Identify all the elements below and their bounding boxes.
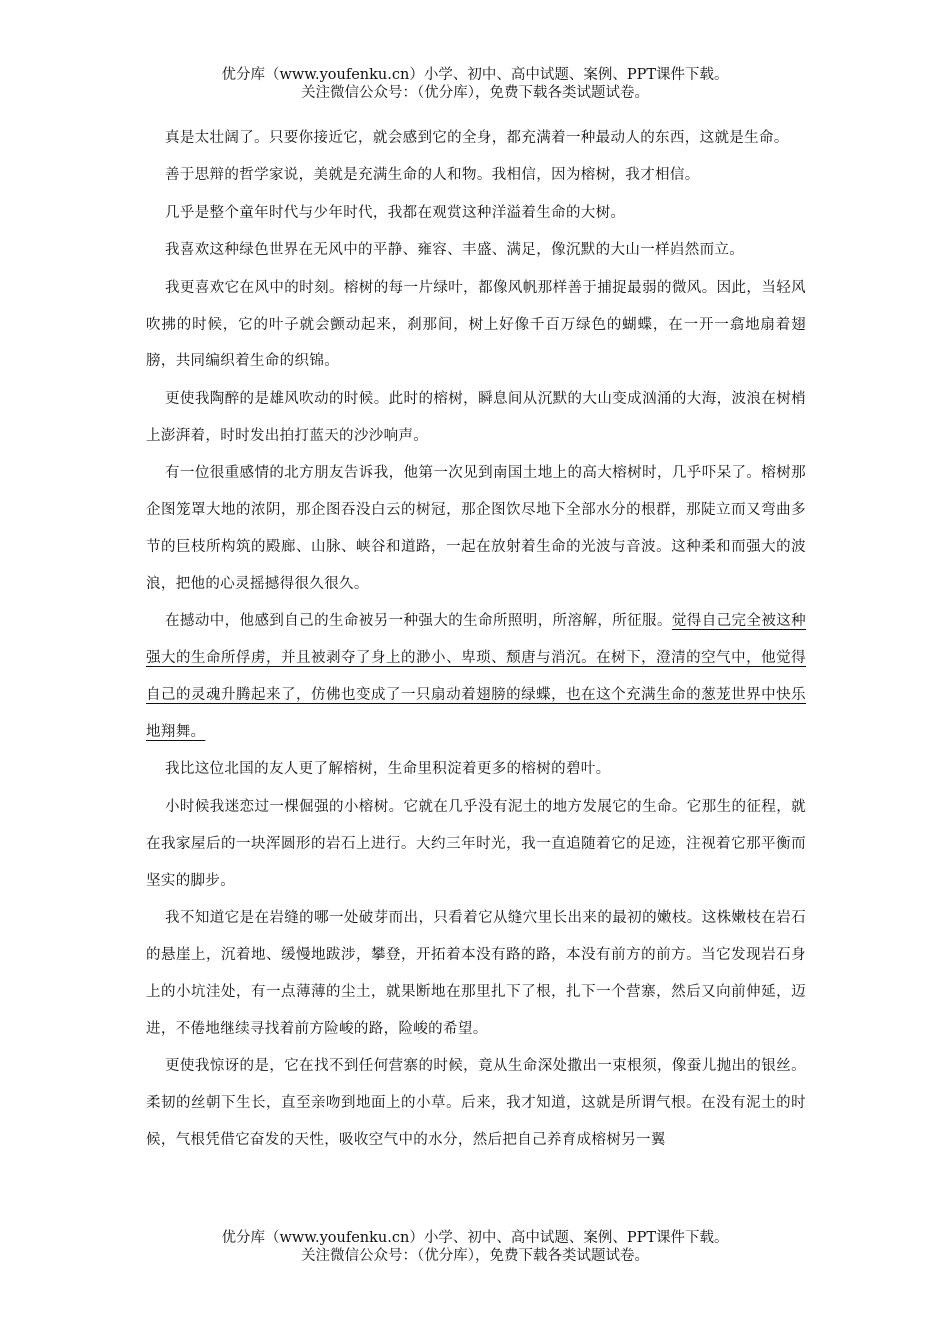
paragraph-7: 有一位很重感情的北方朋友告诉我，他第一次见到南国土地上的高大榕树时，几乎吓呆了。榕树那企图笼罩大地的浓阴，那企图吞没白云的树冠，那企图饮尽地下全部水分的根群，那陡立而又弯曲多节的巨枝所构筑的殿廊、山脉、峡谷和道路，一起在放射着生命的光波与音波。这种柔和而强大的波浪，把他的心灵摇撼得很久很久。	[146, 465, 806, 592]
underlined-passage: 觉得自己完全被这种强大的生命所俘虏，并且被剥夺了身上的渺小、卑琐、颓唐与消沉。在树下，澄清的空气中，他觉得自己的灵魂升腾起来了，仿佛也变成了一只扇动着翅膀的绿蝶，也在这个充满生命的葱茏世界中快乐地翔舞。	[146, 613, 806, 740]
paragraph-10: 小时候我迷恋过一棵倔强的小榕树。它就在几乎没有泥土的地方发展它的生命。它那生的征程，就在我家屋后的一块浑圆形的岩石上进行。大约三年时光，我一直追随着它的足迹，注视着它那平衡而坚实的脚步。	[146, 798, 806, 889]
page-header	[0, 66, 950, 102]
header-line-1: 优分库（www.youfenku.cn）小学、初中、高中试题、案例、PPT课件下载。	[221, 67, 729, 83]
paragraph-12: 更使我惊讶的是，它在找不到任何营寨的时候，竟从生命深处撒出一束根须，像蚕儿抛出的银丝。柔韧的丝朝下生长，直至亲吻到地面上的小草。后来，我才知道，这就是所谓气根。在没有泥土的时候，气根凭借它奋发的天性，吸收空气中的水分，然后把自己养育成榕树另一翼	[146, 1058, 806, 1148]
paragraph-8	[146, 603, 806, 751]
paragraph-8-text: 在撼动中，他感到自己的生命被另一种强大的生命所照明，所溶解，所征服。	[165, 613, 672, 630]
footer-line-2: 关注微信公众号：（优分库），免费下载各类试题试卷。	[301, 1248, 649, 1264]
paragraph-3: 几乎是整个童年时代与少年时代，我都在观赏这种洋溢着生命的大树。	[165, 204, 626, 221]
paragraph-5: 我更喜欢它在风中的时刻。榕树的每一片绿叶，都像风帆那样善于捕捉最弱的微风。因此，当轻风吹拂的时候，它的叶子就会颤动起来，刹那间，树上好像千百万绿色的蝴蝶，在一开一翕地扇着翅膀，共同编织着生命的织锦。	[146, 279, 806, 370]
paragraph-4: 我喜欢这种绿色世界在无风中的平静、雍容、丰盛、满足，像沉默的大山一样岿然而立。	[165, 242, 745, 259]
paragraph-1: 真是太壮阔了。只要你接近它，就会感到它的全身，都充满着一种最动人的东西，这就是生命。	[165, 130, 789, 146]
paragraph-9: 我比这位北国的友人更了解榕树，生命里积淀着更多的榕树的碧叶。	[165, 761, 611, 778]
article-body	[146, 120, 806, 1159]
paragraph-6: 更使我陶醉的是雄风吹动的时候。此时的榕树，瞬息间从沉默的大山变成汹涌的大海，波浪在树梢上澎湃着，时时发出拍打蓝天的沙沙响声。	[146, 390, 806, 444]
paragraph-11: 我不知道它是在岩缝的哪一处破芽而出，只看着它从缝穴里长出来的最初的嫩枝。这株嫩枝在岩石的悬崖上，沉着地、缓慢地跋涉，攀登，开拓着本没有路的路，本没有前方的前方。当它发现岩石身上的小坑洼处，有一点薄薄的尘土，就果断地在那里扎下了根，扎下一个营寨，然后又向前伸延，迈进，不倦地继续寻找着前方险峻的路，险峻的希望。	[146, 910, 806, 1037]
page-footer	[0, 1229, 950, 1265]
header-line-2: 关注微信公众号：（优分库），免费下载各类试题试卷。	[301, 85, 649, 101]
paragraph-2: 善于思辩的哲学家说，美就是充满生命的人和物。我相信，因为榕树，我才相信。	[165, 167, 700, 184]
footer-line-1: 优分库（www.youfenku.cn）小学、初中、高中试题、案例、PPT课件下载。	[221, 1230, 729, 1246]
